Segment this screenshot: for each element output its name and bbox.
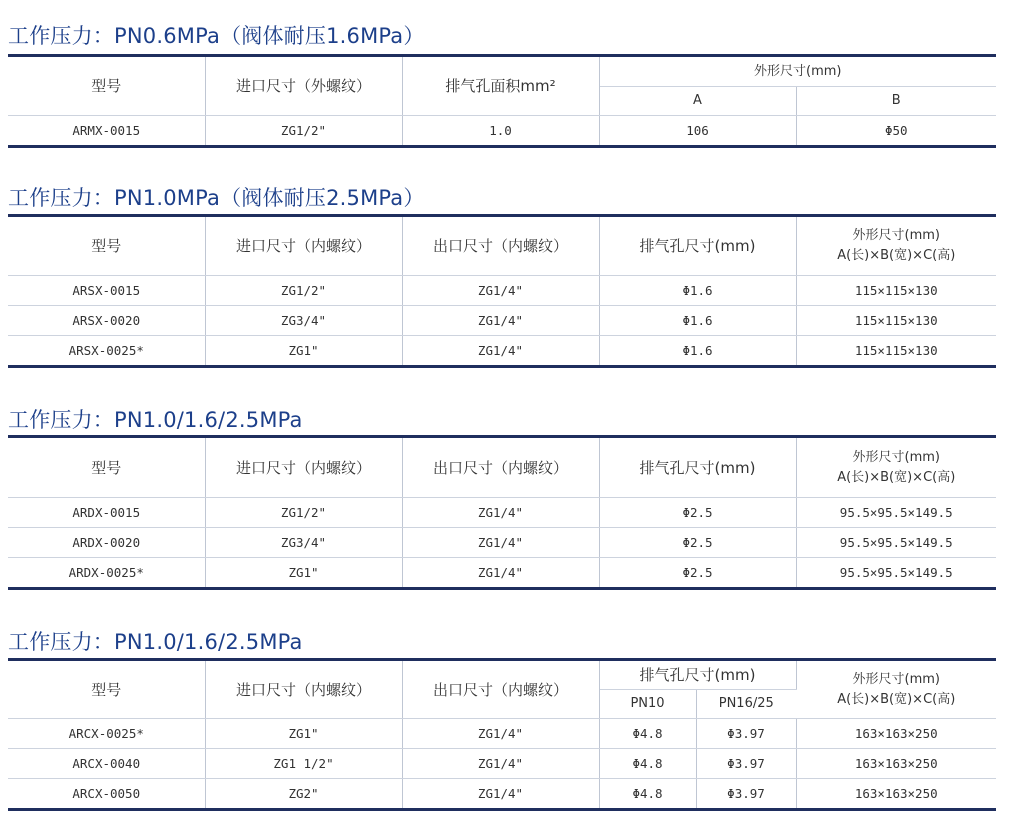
cell-vent: Φ2.5 [599,498,796,528]
header-vent-pn10: PN10 [599,690,696,719]
spec-table [8,54,996,148]
spec-table [8,658,996,811]
cell-outlet: ZG1/4" [402,779,599,810]
cell-inlet: ZG1" [205,558,402,589]
cell-vent-pn16: Φ3.97 [696,779,796,810]
table-row [8,779,996,810]
cell-model: ARSX-0015 [8,276,205,306]
table-row [8,719,996,749]
header-vent: 排气孔尺寸(mm) [599,437,796,498]
cell-model: ARSX-0025* [8,336,205,367]
cell-model: ARDX-0015 [8,498,205,528]
cell-model: ARSX-0020 [8,306,205,336]
cell-vent-pn10: Φ4.8 [599,749,696,779]
header-inlet: 进口尺寸（内螺纹） [205,437,402,498]
header-dims [796,216,996,276]
header-inlet: 进口尺寸（内螺纹） [205,660,402,719]
cell-outlet: ZG1/4" [402,719,599,749]
header-model: 型号 [8,660,205,719]
header-dims-line1: 外形尺寸(mm) [852,228,940,243]
cell-vent: Φ2.5 [599,558,796,589]
header-dim-b: B [796,87,996,116]
cell-outlet: ZG1/4" [402,528,599,558]
spec-table [8,435,996,590]
section-title: 工作压力：PN1.0MPa（阀体耐压2.5MPa） [8,186,425,210]
header-dims: 外形尺寸(mm) [599,56,996,87]
cell-dims: 95.5×95.5×149.5 [796,528,996,558]
table-row [8,306,996,336]
table-row [8,749,996,779]
cell-dims: 163×163×250 [796,719,996,749]
table-row [8,558,996,589]
header-outlet: 出口尺寸（内螺纹） [402,660,599,719]
header-dims [796,660,996,719]
cell-dims: 95.5×95.5×149.5 [796,498,996,528]
cell-dims: 163×163×250 [854,786,938,801]
header-dims-line2: A(长)×B(宽)×C(高) [837,248,956,263]
header-outlet: 出口尺寸（内螺纹） [402,216,599,276]
header-dims-line2: A(长)×B(宽)×C(高) [837,469,956,485]
header-dims-line2: A(长)×B(宽)×C(高) [837,691,956,707]
cell-vent-pn16: Φ3.97 [696,719,796,749]
cell-outlet: ZG1/4" [402,498,599,528]
cell-inlet: ZG3/4" [205,528,402,558]
cell-inlet: ZG1/2" [205,116,402,147]
cell-dims: 163×163×250 [796,749,996,779]
cell-outlet: ZG1/4" [402,558,599,589]
table-row [8,116,996,147]
cell-inlet: ZG3/4" [205,306,402,336]
cell-inlet: ZG1/2" [205,498,402,528]
header-vent: 排气孔尺寸(mm) [599,660,796,690]
cell-outlet: ZG1/4" [402,306,599,336]
cell-inlet: ZG1 1/2" [205,749,402,779]
header-inlet: 进口尺寸（外螺纹） [205,56,402,116]
header-model: 型号 [8,437,205,498]
cell-model: ARMX-0015 [8,116,205,147]
cell-outlet: ZG1/4" [402,276,599,306]
cell-vent-pn10: Φ4.8 [599,779,696,810]
header-vent: 排气孔尺寸(mm) [599,216,796,276]
header-outlet: 出口尺寸（内螺纹） [402,437,599,498]
table-row [8,528,996,558]
cell-inlet: ZG1" [205,719,402,749]
cell-model: ARCX-0025* [8,719,205,749]
header-dims-line1: 外形尺寸(mm) [852,449,940,465]
cell-dim-b: Φ50 [884,123,908,138]
header-dims-line1: 外形尺寸(mm) [852,671,940,687]
cell-dim-a: 106 [599,116,796,147]
table-row [8,498,996,528]
section-title: 工作压力：PN0.6MPa（阀体耐压1.6MPa） [8,24,425,48]
cell-model: ARCX-0050 [8,779,205,810]
cell-outlet: ZG1/4" [402,336,599,367]
cell-vent: Φ1.6 [599,306,796,336]
section-title: 工作压力：PN1.0/1.6/2.5MPa [8,408,303,432]
cell-vent: Φ1.6 [599,336,796,367]
header-dims [796,437,996,498]
cell-inlet: ZG2" [205,779,402,810]
header-inlet: 进口尺寸（内螺纹） [205,216,402,276]
header-vent-pn16: PN16/25 [696,690,796,719]
header-dim-a: A [599,87,796,116]
cell-dims: 115×115×130 [854,343,938,358]
cell-vent: Φ1.6 [599,276,796,306]
cell-outlet: ZG1/4" [402,749,599,779]
cell-dims: 95.5×95.5×149.5 [839,565,953,580]
header-model: 型号 [8,56,205,116]
cell-vent-pn16: Φ3.97 [696,749,796,779]
cell-vent-area: 1.0 [402,116,599,147]
table-row [8,276,996,306]
section-title: 工作压力：PN1.0/1.6/2.5MPa [8,630,303,654]
spec-table [8,214,996,368]
header-vent-area: 排气孔面积mm² [402,56,599,116]
cell-dims: 115×115×130 [796,306,996,336]
cell-model: ARCX-0040 [8,749,205,779]
header-model: 型号 [8,216,205,276]
table-row [8,336,996,367]
cell-model: ARDX-0025* [8,558,205,589]
cell-inlet: ZG1" [205,336,402,367]
cell-dims: 115×115×130 [796,276,996,306]
cell-model: ARDX-0020 [8,528,205,558]
cell-inlet: ZG1/2" [205,276,402,306]
cell-vent-pn10: Φ4.8 [599,719,696,749]
cell-vent: Φ2.5 [599,528,796,558]
